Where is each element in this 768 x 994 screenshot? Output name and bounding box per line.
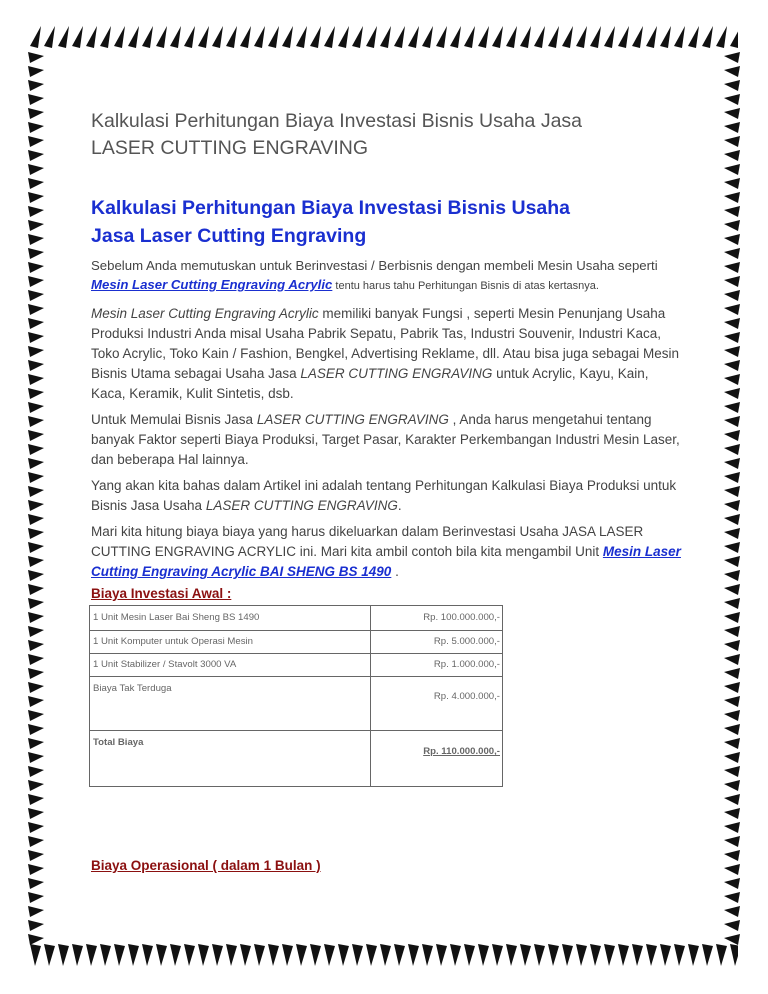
investment-table (89, 605, 503, 787)
document-title-line2: LASER CUTTING ENGRAVING (91, 137, 369, 159)
decorative-border-bottom (30, 942, 738, 968)
functions-text-2: untuk Acrylic, Kayu, Kain, Kaca, Keramik, Kulit Sintetis, dsb. (91, 366, 649, 401)
border-pattern (26, 24, 46, 968)
border-pattern (30, 24, 738, 50)
decorative-border-right (722, 24, 742, 968)
bs1490-link[interactable]: Mesin Laser Cutting Engraving Acrylic BAI SHENG BS 1490 (91, 544, 681, 579)
article-heading (91, 194, 681, 250)
table-row (90, 631, 503, 654)
document-content (91, 108, 681, 787)
start-text-2: , Anda harus mengetahui tentang banyak Faktor seperti Biaya Produksi, Target Pasar, Karakter Perkembangan Industri Mesin Laser, dan beberapa Hal lainnya. (91, 412, 680, 467)
topic-italic: LASER CUTTING ENGRAVING (205, 498, 398, 513)
table-total-amount: Rp. 110.000.000,- (371, 731, 503, 787)
intro-text-1: Sebelum Anda memutuskan untuk Berinvestasi / Berbisnis dengan membeli Mesin Usaha seperti (91, 258, 658, 273)
table-cell-amount: Rp. 5.000.000,- (371, 631, 503, 654)
table-row (90, 677, 503, 731)
calc-text-2: . (391, 564, 399, 579)
border-pattern (722, 24, 742, 968)
article-heading-line1: Kalkulasi Perhitungan Biaya Investasi Bisnis Usaha (91, 197, 571, 219)
table-row (90, 654, 503, 677)
document-title-line1: Kalkulasi Perhitungan Biaya Investasi Bisnis Usaha Jasa (91, 110, 583, 132)
table-cell-item: 1 Unit Stabilizer / Stavolt 3000 VA (90, 654, 371, 677)
table-cell-item: 1 Unit Komputer untuk Operasi Mesin (90, 631, 371, 654)
table-cell-item: Biaya Tak Terduga (90, 677, 371, 731)
topic-text-2: . (397, 498, 402, 513)
table-cell-item: 1 Unit Mesin Laser Bai Sheng BS 1490 (90, 606, 371, 631)
functions-italic-1: Mesin Laser Cutting Engraving Acrylic (91, 306, 319, 321)
functions-text-1: memiliki banyak Fungsi , seperti Mesin Penunjang Usaha Produksi Industri Anda misal Usaha Pabrik Sepatu, Pabrik Tas, Industri Souvenir, Industri Kaca, Toko Acrylic, Toko Kain / Fashion, Bengkel, Advertising Reklame, dll. Atau bisa juga sebagai Mesin Bisnis Utama sebagai Usaha Jasa (91, 306, 680, 381)
product-link[interactable]: Mesin Laser Cutting Engraving Acrylic (91, 277, 333, 292)
intro-text-2: tentu harus tahu Perhitungan Bisnis di atas kertasnya. (332, 280, 599, 292)
border-pattern (30, 942, 738, 968)
topic-text-1: Yang akan kita bahas dalam Artikel ini adalah tentang Perhitungan Kalkulasi Biaya Produksi untuk Bisnis Jasa Usaha (91, 478, 677, 513)
table-cell-amount: Rp. 4.000.000,- (371, 677, 503, 731)
investment-section-title: Biaya Investasi Awal : (91, 586, 232, 601)
topic-paragraph (91, 476, 681, 516)
decorative-border-top (30, 24, 738, 50)
table-total-row (90, 731, 503, 787)
start-business-paragraph (91, 410, 681, 470)
calculation-paragraph (91, 522, 681, 582)
table-row (90, 606, 503, 631)
table-cell-amount: Rp. 1.000.000,- (371, 654, 503, 677)
table-total-label: Total Biaya (90, 731, 371, 787)
intro-paragraph (91, 256, 681, 296)
operational-section-title: Biaya Operasional ( dalam 1 Bulan ) (91, 858, 321, 873)
calc-text-1: Mari kita hitung biaya biaya yang harus dikeluarkan dalam Berinvestasi Usaha JASA LASER CUTTING ENGRAVING ACRYLIC ini. Mari kita ambil contoh bila kita mengambil Unit (91, 524, 644, 559)
article-heading-line2: Jasa Laser Cutting Engraving (91, 225, 367, 247)
start-text-1: Untuk Memulai Bisnis Jasa (91, 412, 257, 427)
document-title (91, 108, 681, 162)
decorative-border-left (26, 24, 46, 968)
table-cell-amount: Rp. 100.000.000,- (371, 606, 503, 631)
functions-paragraph (91, 304, 681, 404)
start-italic: LASER CUTTING ENGRAVING (256, 412, 449, 427)
functions-italic-2: LASER CUTTING ENGRAVING (300, 366, 493, 381)
